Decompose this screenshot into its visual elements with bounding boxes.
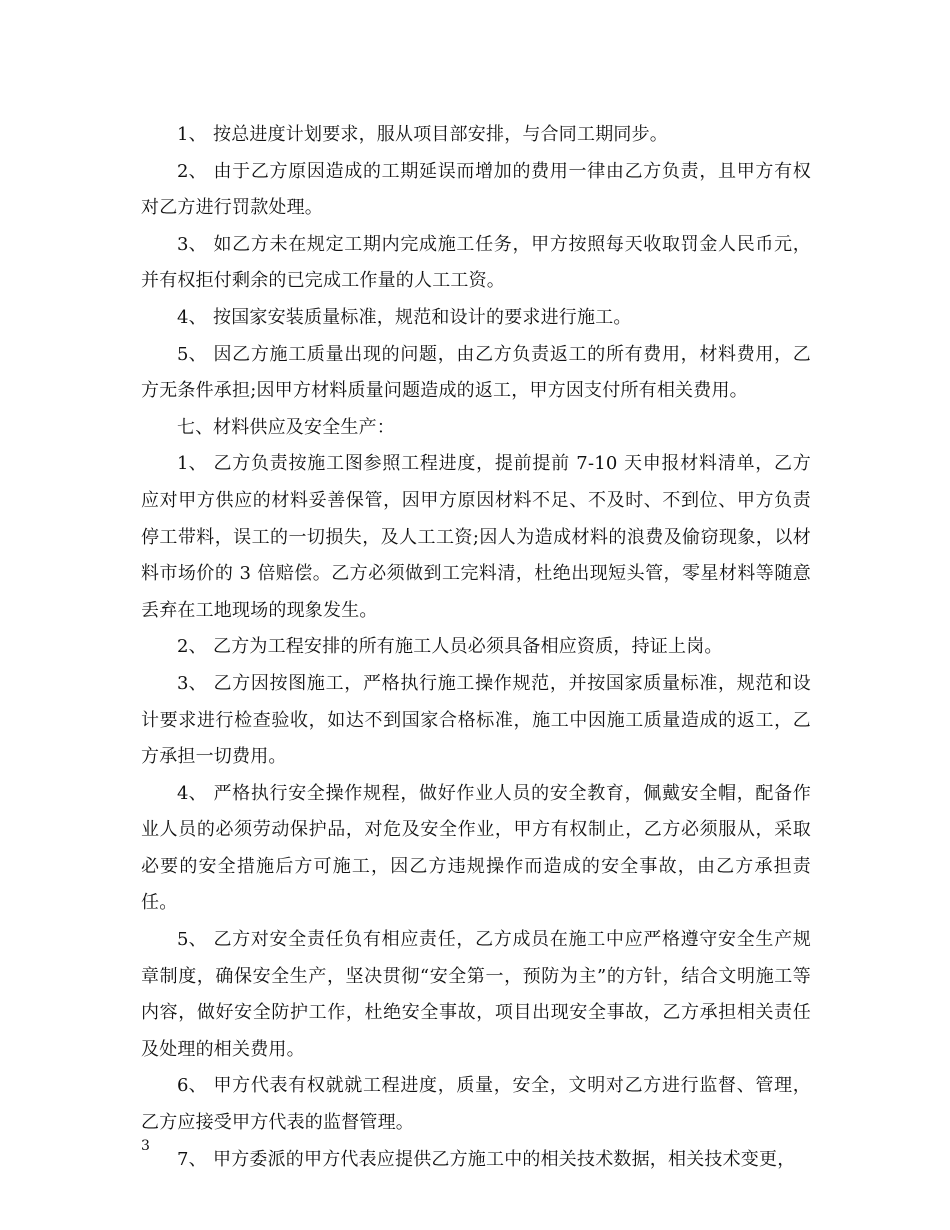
clause-paragraph: [141, 629, 811, 666]
clause-number: 4、: [177, 782, 207, 804]
clause-paragraph: [141, 154, 811, 227]
clause-paragraph: [141, 446, 811, 629]
section-title: 材料供应及安全生产：: [213, 416, 395, 438]
clause-number: 5、: [177, 929, 207, 951]
clause-number: 6、: [177, 1075, 207, 1097]
clause-number: 2、: [177, 636, 207, 658]
clause-text: 如乙方未在规定工期内完成施工任务，甲方按照每天收取罚金人民币元，并有权拒付剩余的已完成工作量的人工工资。: [141, 233, 811, 292]
clause-text: 乙方负责按施工图参照工程进度，提前提前 7-10 天申报材料清单，乙方应对甲方供应的材料妥善保管，因甲方原因材料不足、不及时、不到位、甲方负责停工带料，误工的一切损失，及人工工资;因人为造成材料的浪费及偷窃现象，以材料市场价的 3 倍赔偿。乙方必须做到工完料清，杜绝出现短头管，零星材料等随意丢弃在工地现场的现象发生。: [141, 453, 811, 621]
clause-text: 甲方代表有权就就工程进度，质量，安全，文明对乙方进行监督、管理，乙方应接受甲方代表的监督管理。: [141, 1075, 811, 1134]
clause-paragraph: [141, 666, 811, 776]
section-heading: [141, 410, 811, 447]
clause-text: 严格执行安全操作规程，做好作业人员的安全教育，佩戴安全帽，配备作业人员的必须劳动保护品，对危及安全作业，甲方有权制止，乙方必须服从，采取必要的安全措施后方可施工，因乙方违规操作而造成的安全事故，由乙方承担责任。: [141, 782, 811, 914]
clause-text: 按总进度计划要求，服从项目部安排，与合同工期同步。: [213, 124, 668, 145]
clause-paragraph: [141, 227, 811, 300]
clause-number: 5、: [177, 343, 207, 365]
clause-paragraph: [141, 337, 811, 410]
clause-number: 1、: [177, 124, 207, 145]
clause-paragraph: [141, 117, 811, 154]
clause-number: 4、: [177, 306, 207, 328]
clause-text: 因乙方施工质量出现的问题，由乙方负责返工的所有费用，材料费用，乙方无条件承担;因甲方材料质量问题造成的返工，甲方因支付所有相关费用。: [141, 343, 811, 402]
clause-paragraph: [141, 1142, 811, 1179]
clause-number: 1、: [177, 453, 207, 475]
clause-text: 由于乙方原因造成的工期延误而增加的费用一律由乙方负责，且甲方有权对乙方进行罚款处理。: [141, 160, 811, 219]
clause-paragraph: [141, 776, 811, 922]
clause-paragraph: [141, 300, 811, 337]
clause-text: 乙方因按图施工，严格执行施工操作规范，并按国家质量标准，规范和设计要求进行检查验收，如达不到国家合格标准，施工中因施工质量造成的返工，乙方承担一切费用。: [141, 672, 811, 768]
document-body: [141, 117, 811, 1178]
clause-number: 3、: [177, 233, 207, 255]
page-number: 3: [141, 1138, 150, 1154]
clause-number: 3、: [177, 672, 207, 694]
clause-text: 乙方为工程安排的所有施工人员必须具备相应资质，持证上岗。: [213, 636, 723, 658]
clause-number: 2、: [177, 160, 207, 182]
clause-number: 7、: [177, 1148, 207, 1170]
clause-text: 甲方委派的甲方代表应提供乙方施工中的相关技术数据，相关技术变更，: [213, 1148, 796, 1170]
clause-paragraph: [141, 1068, 811, 1141]
clause-text: 乙方对安全责任负有相应责任，乙方成员在施工中应严格遵守安全生产规章制度，确保安全生产，坚决贯彻“安全第一，预防为主”的方针，结合文明施工等内容，做好安全防护工作，杜绝安全事故，项目出现安全事故，乙方承担相关责任及处理的相关费用。: [141, 929, 811, 1060]
section-number: 七、: [177, 416, 214, 438]
clause-text: 按国家安装质量标准，规范和设计的要求进行施工。: [213, 306, 632, 328]
clause-paragraph: [141, 922, 811, 1068]
